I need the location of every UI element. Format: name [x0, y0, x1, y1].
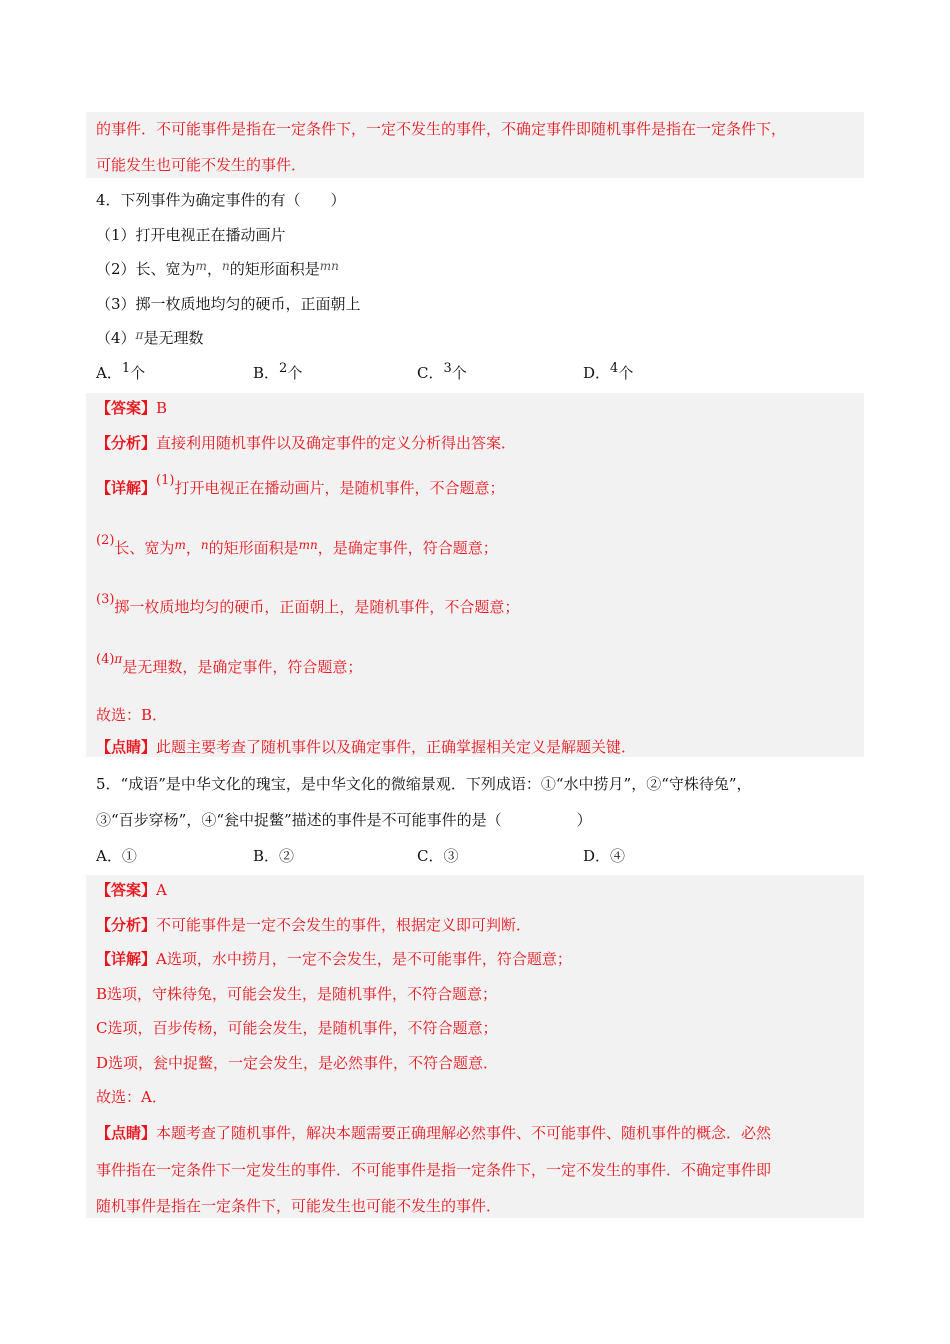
q4-detail-4-text: 是无理数，是确定事件，符合题意； [122, 658, 363, 676]
q5-option-a [96, 846, 137, 866]
q4-detail-2-prefix: 长、宽为 [114, 539, 175, 557]
q5-comment-text-1: 本题考查了随机事件，解决本题需要正确理解必然事件、不可能事件、随机事件的概念．必然 [156, 1124, 772, 1142]
q5-option-d-letter: D． [583, 847, 611, 865]
q4-detail-2 [96, 533, 498, 560]
q4-option-d-letter: D． [583, 364, 611, 382]
q4-option-b [253, 363, 302, 385]
q4-detail-2-num: (2) [96, 533, 115, 548]
q4-choose: 故选：B． [96, 706, 168, 724]
q4-detail-4-num: (4) [96, 652, 115, 667]
q5-answer-value: A [156, 881, 167, 899]
q5-option-d-text: ④ [610, 847, 626, 865]
q4-item4 [96, 328, 203, 349]
q4-option-b-unit: 个 [287, 364, 303, 382]
q5-stem-line2: ③“百步穿杨”，④“瓮中捉鳖”描述的事件是不可能事件的是（ ） [96, 811, 592, 829]
q5-detail-3: C选项，百步传杨，可能会发生，是随机事件，不符合题意； [96, 1019, 498, 1037]
q5-comment-tag: 【点睛】 [96, 1124, 157, 1142]
q5-detail-1-text: A选项，水中捞月，一定不会发生，是不可能事件，符合题意； [156, 950, 572, 968]
q5-detail-2: B选项，守株待兔，可能会发生，是随机事件，不符合题意； [96, 985, 498, 1003]
q5-option-a-letter: A． [96, 847, 122, 865]
q4-option-b-num: 2 [279, 361, 288, 376]
q4-detail-3-num: (3) [96, 592, 115, 607]
q4-option-b-letter: B． [253, 364, 280, 382]
q4-item4-pi: π [135, 328, 144, 342]
q5-analysis-text: 不可能事件是一定不会发生的事件，根据定义即可判断． [156, 916, 532, 934]
q4-option-d [583, 363, 633, 385]
q4-detail-1-text: 打开电视正在播动画片，是随机事件，不合题意； [174, 479, 505, 497]
q5-comment-line2: 事件指在一定条件下一定发生的事件．不可能事件是指一定条件下，一定不发生的事件．不确定事件即 [96, 1161, 772, 1179]
q4-item4-text: 是无理数 [143, 329, 204, 347]
q4-option-a-unit: 个 [130, 364, 146, 382]
q4-detail-3-text: 掷一枚质地均匀的硬币，正面朝上，是随机事件，不合题意； [114, 598, 520, 616]
q4-answer-value: B [156, 399, 168, 417]
q5-analysis-tag: 【分析】 [96, 916, 157, 934]
q5-answer [96, 880, 167, 900]
q4-option-c-unit: 个 [451, 364, 467, 382]
q5-analysis [96, 915, 531, 935]
q4-option-a-num: 1 [121, 361, 131, 376]
q4-analysis-tag: 【分析】 [96, 434, 157, 452]
q5-answer-tag: 【答案】 [96, 881, 157, 899]
q5-detail-tag: 【详解】 [96, 950, 157, 968]
q5-stem-line1: 5．“成语”是中华文化的瑰宝，是中华文化的微缩景观．下列成语：①“水中捞月”，②“守株待兔”， [96, 775, 752, 793]
q5-option-a-text: ① [121, 847, 137, 865]
q4-item3: （3）掷一枚质地均匀的硬币，正面朝上 [96, 295, 361, 313]
q4-option-c [417, 363, 467, 385]
q4-detail-1-num: (1) [156, 473, 175, 488]
q4-option-a [96, 363, 145, 385]
q4-item2-m: m [195, 259, 207, 273]
q4-detail-2-end: ，是确定事件，符合题意； [317, 539, 498, 557]
q4-analysis [96, 433, 516, 453]
q4-detail-2-n: n [200, 538, 209, 552]
q4-detail-2-mn: mn [298, 538, 318, 552]
q5-option-b-letter: B． [253, 847, 280, 865]
top-box-line1: 的事件．不可能事件是指在一定条件下，一定不发生的事件，不确定事件即随机事件是指在一定条件下， [96, 120, 787, 138]
top-box-line2: 可能发生也可能不发生的事件． [96, 156, 307, 174]
q4-item2-comma: ， [206, 260, 222, 278]
q4-detail-3 [96, 592, 520, 619]
q4-detail-4-pi: π [114, 652, 123, 666]
q4-item2-mid: 的矩形面积是 [229, 260, 320, 278]
q5-option-b-text: ② [279, 847, 295, 865]
q4-option-d-unit: 个 [618, 364, 634, 382]
q5-detail-4: D选项，瓮中捉鳖，一定会发生，是必然事件，不符合题意． [96, 1054, 499, 1072]
q5-detail-1 [96, 949, 572, 969]
q4-detail-1 [96, 473, 505, 500]
q4-answer-tag: 【答案】 [96, 399, 157, 417]
q4-item4-prefix: （4） [96, 329, 136, 347]
q4-comment-tag: 【点睛】 [96, 738, 157, 756]
q5-option-b [253, 846, 294, 866]
q4-item2-prefix: （2）长、宽为 [96, 260, 196, 278]
q4-comment-text: 此题主要考查了随机事件以及确定事件，正确掌握相关定义是解题关键． [156, 738, 637, 756]
q4-item1: （1）打开电视正在播动画片 [96, 226, 286, 244]
q4-answer [96, 398, 167, 418]
q5-comment-line3: 随机事件是指在一定条件下，可能发生也可能不发生的事件． [96, 1197, 502, 1215]
q4-item2-mn: mn [319, 259, 339, 273]
q4-option-c-num: 3 [443, 361, 452, 376]
q4-detail-4 [96, 652, 363, 679]
q4-detail-2-mid: 的矩形面积是 [208, 539, 299, 557]
q5-option-c [417, 846, 459, 866]
q5-comment-line1 [96, 1123, 771, 1143]
q4-detail-2-m: m [174, 538, 186, 552]
q4-analysis-text: 直接利用随机事件以及确定事件的定义分析得出答案． [156, 434, 517, 452]
q4-item2-n: n [221, 259, 230, 273]
q4-detail-2-comma: ， [185, 539, 201, 557]
q4-comment [96, 737, 636, 757]
q4-option-c-letter: C． [417, 364, 444, 382]
q5-option-d [583, 846, 625, 866]
q4-detail-tag: 【详解】 [96, 479, 157, 497]
q5-option-c-text: ③ [443, 847, 459, 865]
q4-option-d-num: 4 [610, 361, 619, 376]
q4-option-a-letter: A． [96, 364, 122, 382]
q5-choose: 故选：A． [96, 1088, 167, 1106]
q4-item2 [96, 259, 339, 280]
q5-option-c-letter: C． [417, 847, 444, 865]
q4-stem: 4．下列事件为确定事件的有（ ） [96, 191, 346, 209]
